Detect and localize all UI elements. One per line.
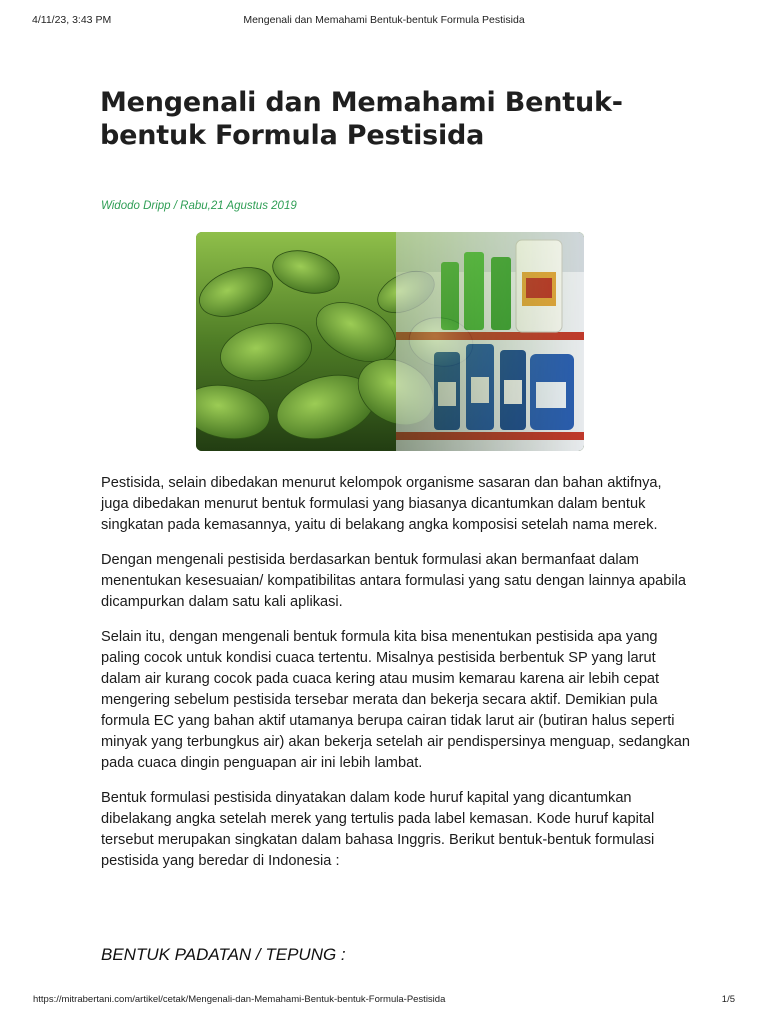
- print-document-title: Mengenali dan Memahami Bentuk-bentuk Formula Pestisida: [243, 14, 525, 26]
- article-hero-image: [196, 232, 584, 451]
- article-paragraph: Pestisida, selain dibedakan menurut kelompok organisme sasaran dan bahan aktifnya, juga dibedakan menurut bentuk formulasi yang biasanya dicantumkan dalam bentuk singkatan pada kemasannya, yaitu di belakang angka komposisi setelah nama merek.: [101, 475, 662, 533]
- article-byline: Widodo Dripp / Rabu,21 Agustus 2019: [101, 200, 297, 212]
- print-header: [32, 14, 736, 28]
- section-heading: BENTUK PADATAN / TEPUNG :: [101, 945, 346, 964]
- article-paragraph: Bentuk formulasi pestisida dinyatakan dalam kode huruf kapital yang dicantumkan dibelakang angka setelah merek yang tertulis pada label kemasan. Kode huruf kapital tersebut merupakan singkatan dalam bahasa Inggris. Berikut bentuk-bentuk formulasi pestisida yang beredar di Indonesia :: [101, 790, 655, 869]
- print-footer: [33, 994, 735, 1008]
- article-title: Mengenali dan Memahami Bentuk-bentuk Formula Pestisida: [100, 87, 623, 151]
- page-number: 1/5: [721, 994, 735, 1005]
- article-paragraph: Dengan mengenali pestisida berdasarkan bentuk formulasi akan bermanfaat dalam menentukan kesesuaian/ kompatibilitas antara formulasi yang satu dengan lainnya apabila dicampurkan dalam satu kali aplikasi.: [101, 552, 686, 610]
- print-url: https://mitrabertani.com/artikel/cetak/Mengenali-dan-Memahami-Bentuk-bentuk-Formula-Pestisida: [33, 994, 446, 1005]
- article-paragraph: Selain itu, dengan mengenali bentuk formula kita bisa menentukan pestisida apa yang paling cocok untuk kondisi cuaca tertentu. Misalnya pestisida berbentuk SP yang larut dalam air kurang cocok pada cuaca kering atau musim kemarau karena air lebih cepat mengering sebelum pestisida tersebar merata dan bekerja secara aktif. Demikian pula formula EC yang bahan aktif utamanya berupa cairan tidak larut air (butiran halus seperti minyak yang terbungkus air) akan bekerja setelah air pendispersinya menguap, sedangkan pada cuaca dingin penguapan air ini lebih lambat.: [101, 629, 690, 771]
- article-body: [101, 473, 691, 886]
- print-timestamp: 4/11/23, 3:43 PM: [32, 14, 112, 26]
